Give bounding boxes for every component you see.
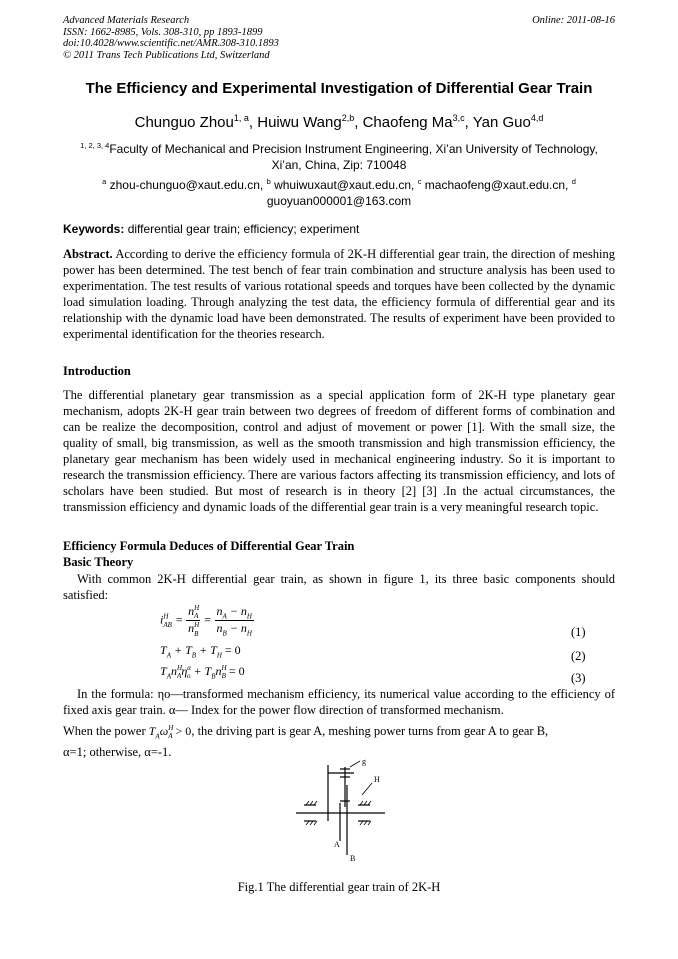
email-list: $^a$ zhou-chunguo@xaut.edu.cn, $^b$ whuiwuxaut@xaut.edu.cn, $^c$ machaofeng@xaut.edu.cn, $^d$ guoyuan000001@163.com	[102, 177, 576, 208]
label-h: H	[374, 775, 380, 784]
online-date: Online: 2011-08-16	[532, 15, 615, 26]
email-c: machaofeng@xaut.edu.cn,	[424, 178, 569, 192]
formula-explanation: In the formula: ηo—transformed mechanism efficiency, its numerical value according to the efficiency of fixed axis gear train. α— Index for the power flow direction of transformed mechanism.	[63, 687, 615, 717]
email-b: whuiwuxaut@xaut.edu.cn,	[274, 178, 415, 192]
journal-name: Advanced Materials Research	[63, 15, 190, 26]
gear-train-diagram	[290, 755, 400, 865]
email-d: guoyuan000001@163.com	[266, 194, 412, 208]
keywords	[63, 222, 359, 236]
author-sup: 4,d	[530, 113, 544, 123]
author-name: Huiwu Wang	[257, 114, 342, 131]
affiliation-sup: 1, 2, 3, 4	[80, 141, 110, 150]
power-inequality: $T_A\omega^H_A > 0$	[148, 724, 192, 741]
equation-number-1: (1)	[571, 625, 586, 639]
abstract-text: According to derive the efficiency formula of 2K-H differential gear train, the direction of meshing power has been determined. The test bench of fear train combination and structure analysis has been used to experimentation. The test results of various rotational speeds and torques have been collected by the dynamic load simulation loading. Through analyzing the test data, the efficiency formula of differential gear and its relationship with the dynamic load have been demonstrated. The results of experiment have been provided to experimental identification for the theories research.	[63, 247, 615, 341]
power-condition-a: When the power	[63, 724, 146, 738]
equation-number-3: (3)	[571, 671, 586, 685]
author-list: Chunguo Zhou$^{1, a}$, Huiwu Wang$^{2,b}$, Chaofeng Ma$^{3,c}$, Yan Guo$^{4,d}$	[134, 113, 544, 131]
abstract-label: Abstract.	[63, 247, 113, 261]
equation-1: $i^H_{AB}$ = $\frac{n^H_A}{n^H_B}$ = $\frac{n_A - n_H}{n_B - n_H}$	[160, 604, 252, 638]
author-name: Chaofeng Ma	[362, 114, 453, 131]
email-d-label: d	[571, 177, 576, 186]
figure-caption: Fig.1 The differential gear train of 2K-H	[237, 880, 441, 894]
author-name: Chunguo Zhou	[134, 114, 234, 131]
equation-number-2: (2)	[571, 649, 586, 663]
author-sup: 2,b	[341, 113, 355, 123]
journal-header	[63, 15, 279, 61]
subsection-heading: Basic Theory	[63, 555, 134, 569]
paper-title: The Efficiency and Experimental Investigation of Differential Gear Train	[85, 80, 593, 97]
abstract	[63, 246, 615, 342]
equation-3: $T_An^H_A\eta^\alpha_o + T_Bn^H_B = 0$	[160, 664, 245, 681]
email-a: zhou-chunguo@xaut.edu.cn,	[109, 178, 264, 192]
issn: ISSN: 1662-8985, Vols. 308-310, pp 1893-1899	[63, 26, 263, 38]
author-sup: 1, a	[233, 113, 249, 123]
introduction-text: The differential planetary gear transmission as a special application form of 2K-H type planetary gear mechanism, adopts 2K-H gear train between two degrees of freedom of different forms of combination and can be realize the decomposition, control and adjust of movement or power [1]. With the small size, the quality of small, big transmission, as well as the smooth transmission and high transmission efficiency, the planetary gear mechanism has been widely used in mechanical engineering industry. So it is important to research the transmission efficiency. There are various factors affecting its transmission efficiency, and lots of scholars have been studied. But most of research is in theory [2] [3] .In the actual circumstances, the transmission efficiency and dynamic loads of the differential gear train is a very meaningful research topic.	[63, 388, 615, 514]
affiliation-line1: Faculty of Mechanical and Precision Instrument Engineering, Xi’an University of Technology,	[109, 142, 598, 156]
keywords-text: differential gear train; efficiency; experiment	[127, 222, 360, 236]
doi: doi:10.4028/www.scientific.net/AMR.308-310.1893	[63, 38, 279, 49]
copyright: © 2011 Trans Tech Publications Ltd, Switzerland	[63, 49, 270, 61]
equation-2: $T_A + T_B + T_H = 0$	[160, 643, 241, 660]
basic-theory-text: With common 2K-H differential gear train, as shown in figure 1, its three basic components should satisfied:	[63, 572, 615, 602]
affiliation-line2: Xi’an, China, Zip: 710048	[271, 158, 407, 172]
label-a: A	[334, 840, 340, 849]
introduction-heading: Introduction	[63, 364, 131, 378]
label-g: g	[362, 757, 366, 766]
author-sup: 3,c	[452, 113, 465, 123]
alpha-condition: α=1; otherwise, α=-1.	[63, 745, 172, 760]
section-heading: Efficiency Formula Deduces of Differential Gear Train	[63, 539, 355, 553]
author-name: Yan Guo	[472, 114, 531, 131]
power-condition-b: , the driving part is gear A, meshing power turns from gear A to gear B,	[191, 724, 549, 738]
keywords-label: Keywords:	[63, 222, 125, 236]
label-b: B	[350, 854, 356, 863]
affiliation	[63, 138, 615, 173]
